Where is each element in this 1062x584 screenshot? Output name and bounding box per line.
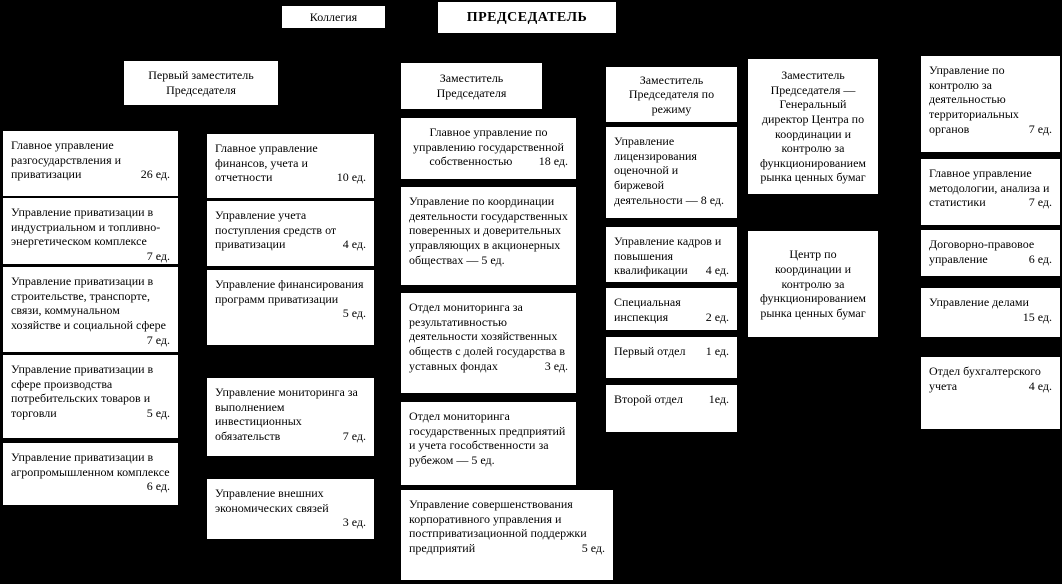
unit-count: 6 ед. bbox=[1028, 251, 1052, 266]
box-corporate-governance bbox=[400, 489, 614, 581]
box-deputy-securities bbox=[747, 58, 879, 195]
unit-label: Управление внешних экономических связей bbox=[215, 486, 329, 515]
box-accounting bbox=[920, 356, 1061, 430]
unit-label: Главное управление по управлению государственной собственностью bbox=[413, 125, 564, 169]
unit-count: 7 ед. bbox=[342, 428, 366, 443]
unit-count: 3 ед. bbox=[342, 515, 366, 530]
unit-label: Управление приватизации в строительстве, транспорте, связи, коммунальном хозяйстве и социальной сфере bbox=[11, 274, 166, 332]
unit-count: 7 ед. bbox=[1028, 121, 1052, 136]
box-main-finance bbox=[206, 133, 375, 199]
unit-label: Управление совершенствования корпоративного управления и постприватизационной поддержки предприятий bbox=[409, 497, 587, 555]
unit-label: Первый отдел bbox=[614, 344, 686, 358]
box-first-deputy bbox=[123, 60, 279, 106]
unit-label: Договорно-правовое управление bbox=[929, 237, 1035, 266]
unit-label: Управление приватизации в агропромышленном комплексе bbox=[11, 450, 170, 479]
unit-count: 1ед. bbox=[708, 392, 729, 406]
unit-label: Управление кадров и повышения квалификации bbox=[614, 234, 722, 278]
unit-count: 5 ед. bbox=[342, 306, 366, 321]
unit-count: 5 ед. bbox=[146, 405, 170, 420]
unit-label: Управление приватизации в индустриальном и топливно-энергетическом комплексе bbox=[11, 205, 161, 249]
unit-count: 4 ед. bbox=[342, 237, 366, 252]
unit-count: 15 ед. bbox=[1022, 309, 1052, 324]
unit-label: Управление по контролю за деятельностью территориальных органов bbox=[929, 63, 1019, 136]
unit-count: 10 ед. bbox=[336, 170, 366, 185]
box-performance-monitoring bbox=[400, 292, 577, 394]
box-state-enterprise-monitoring bbox=[400, 401, 577, 486]
unit-count: 18 ед. bbox=[538, 154, 568, 169]
box-securities-center bbox=[747, 230, 879, 338]
box-legal bbox=[920, 229, 1061, 277]
unit-label: Управление финансирования программ приватизации bbox=[215, 277, 364, 306]
unit-count: 7 ед. bbox=[1028, 195, 1052, 210]
unit-count: 4 ед. bbox=[1028, 378, 1052, 393]
unit-label: Отдел бухгалтерского учета bbox=[929, 364, 1041, 393]
unit-label: Главное управление финансов, учета и отчетности bbox=[215, 141, 318, 185]
box-first-deputy-label: Первый заместитель Председателя bbox=[148, 68, 254, 97]
unit-count: 1 ед. bbox=[705, 344, 729, 358]
unit-label: Второй отдел bbox=[614, 392, 683, 406]
box-methodology bbox=[920, 158, 1061, 226]
box-deputy-chairman bbox=[400, 62, 543, 110]
box-priv-consumer bbox=[2, 354, 179, 439]
box-kollegiya-label: Коллегия bbox=[309, 9, 358, 24]
box-priv-industrial bbox=[2, 197, 179, 265]
box-deputy-chairman-label: Заместитель Председателя bbox=[436, 71, 507, 100]
box-chairman bbox=[437, 1, 617, 34]
box-main-privatization bbox=[2, 130, 179, 197]
box-administration bbox=[920, 287, 1061, 338]
unit-count: 2 ед. bbox=[705, 309, 729, 324]
box-foreign-economic bbox=[206, 478, 375, 540]
box-investment-monitoring bbox=[206, 377, 375, 457]
box-personnel bbox=[605, 226, 738, 283]
box-licensing bbox=[605, 126, 738, 219]
box-first-department bbox=[605, 336, 738, 379]
box-privatization-proceeds bbox=[206, 200, 375, 267]
box-priv-construction bbox=[2, 266, 179, 353]
box-deputy-regime bbox=[605, 66, 738, 123]
unit-count: 7 ед. bbox=[146, 332, 170, 347]
unit-label: Специальная инспекция bbox=[614, 295, 681, 324]
box-second-department bbox=[605, 384, 738, 433]
box-state-property bbox=[400, 117, 577, 180]
unit-count: 4 ед. bbox=[705, 263, 729, 278]
unit-label: Управление лицензирования оценочной и биржевой деятельности — 8 ед. bbox=[614, 134, 724, 207]
unit-label: Управление мониторинга за выполнением инвестиционных обязательств bbox=[215, 385, 358, 443]
unit-label: Главное управление разгосударствления и приватизации bbox=[11, 138, 122, 182]
unit-count: 5 ед. bbox=[581, 540, 605, 555]
unit-label: Управление делами bbox=[929, 295, 1029, 309]
unit-label: Отдел мониторинга за результативностью деятельности хозяйственных обществ с долей государства в уставных фондах bbox=[409, 300, 566, 373]
box-deputy-regime-label: Заместитель Председателя по режиму bbox=[628, 72, 715, 116]
box-territorial-control bbox=[920, 55, 1061, 153]
unit-count: 26 ед. bbox=[140, 167, 170, 182]
unit-label: Главное управление методологии, анализа и статистики bbox=[929, 166, 1050, 210]
unit-label: Управление по координации деятельности государственных поверенных и доверительных управляющих в акционерных обществах — 5 ед. bbox=[409, 194, 568, 267]
box-chairman-label: ПРЕДСЕДАТЕЛЬ bbox=[466, 9, 588, 25]
unit-count: 6 ед. bbox=[146, 479, 170, 494]
box-program-financing bbox=[206, 269, 375, 346]
unit-count: 3 ед. bbox=[544, 358, 568, 373]
unit-label: Управление приватизации в сфере производства потребительских товаров и торговли bbox=[11, 362, 154, 420]
unit-label: Центр по координации и контролю за функционированием рынка ценных бумаг bbox=[759, 247, 866, 320]
unit-count: 7 ед. bbox=[146, 248, 170, 263]
unit-label: Управление учета поступления средств от приватизации bbox=[215, 208, 337, 252]
box-special-inspection bbox=[605, 287, 738, 331]
box-priv-agro bbox=[2, 442, 179, 506]
box-trustee-coordination bbox=[400, 186, 577, 286]
box-deputy-securities-label: Заместитель Председателя — Генеральный директор Центра по координации и контролю за функционированием рынка ценных бумаг bbox=[759, 68, 866, 185]
box-kollegiya bbox=[281, 5, 386, 29]
unit-label: Отдел мониторинга государственных предприятий и учета гособственности за рубежом — 5 ед. bbox=[409, 409, 566, 467]
